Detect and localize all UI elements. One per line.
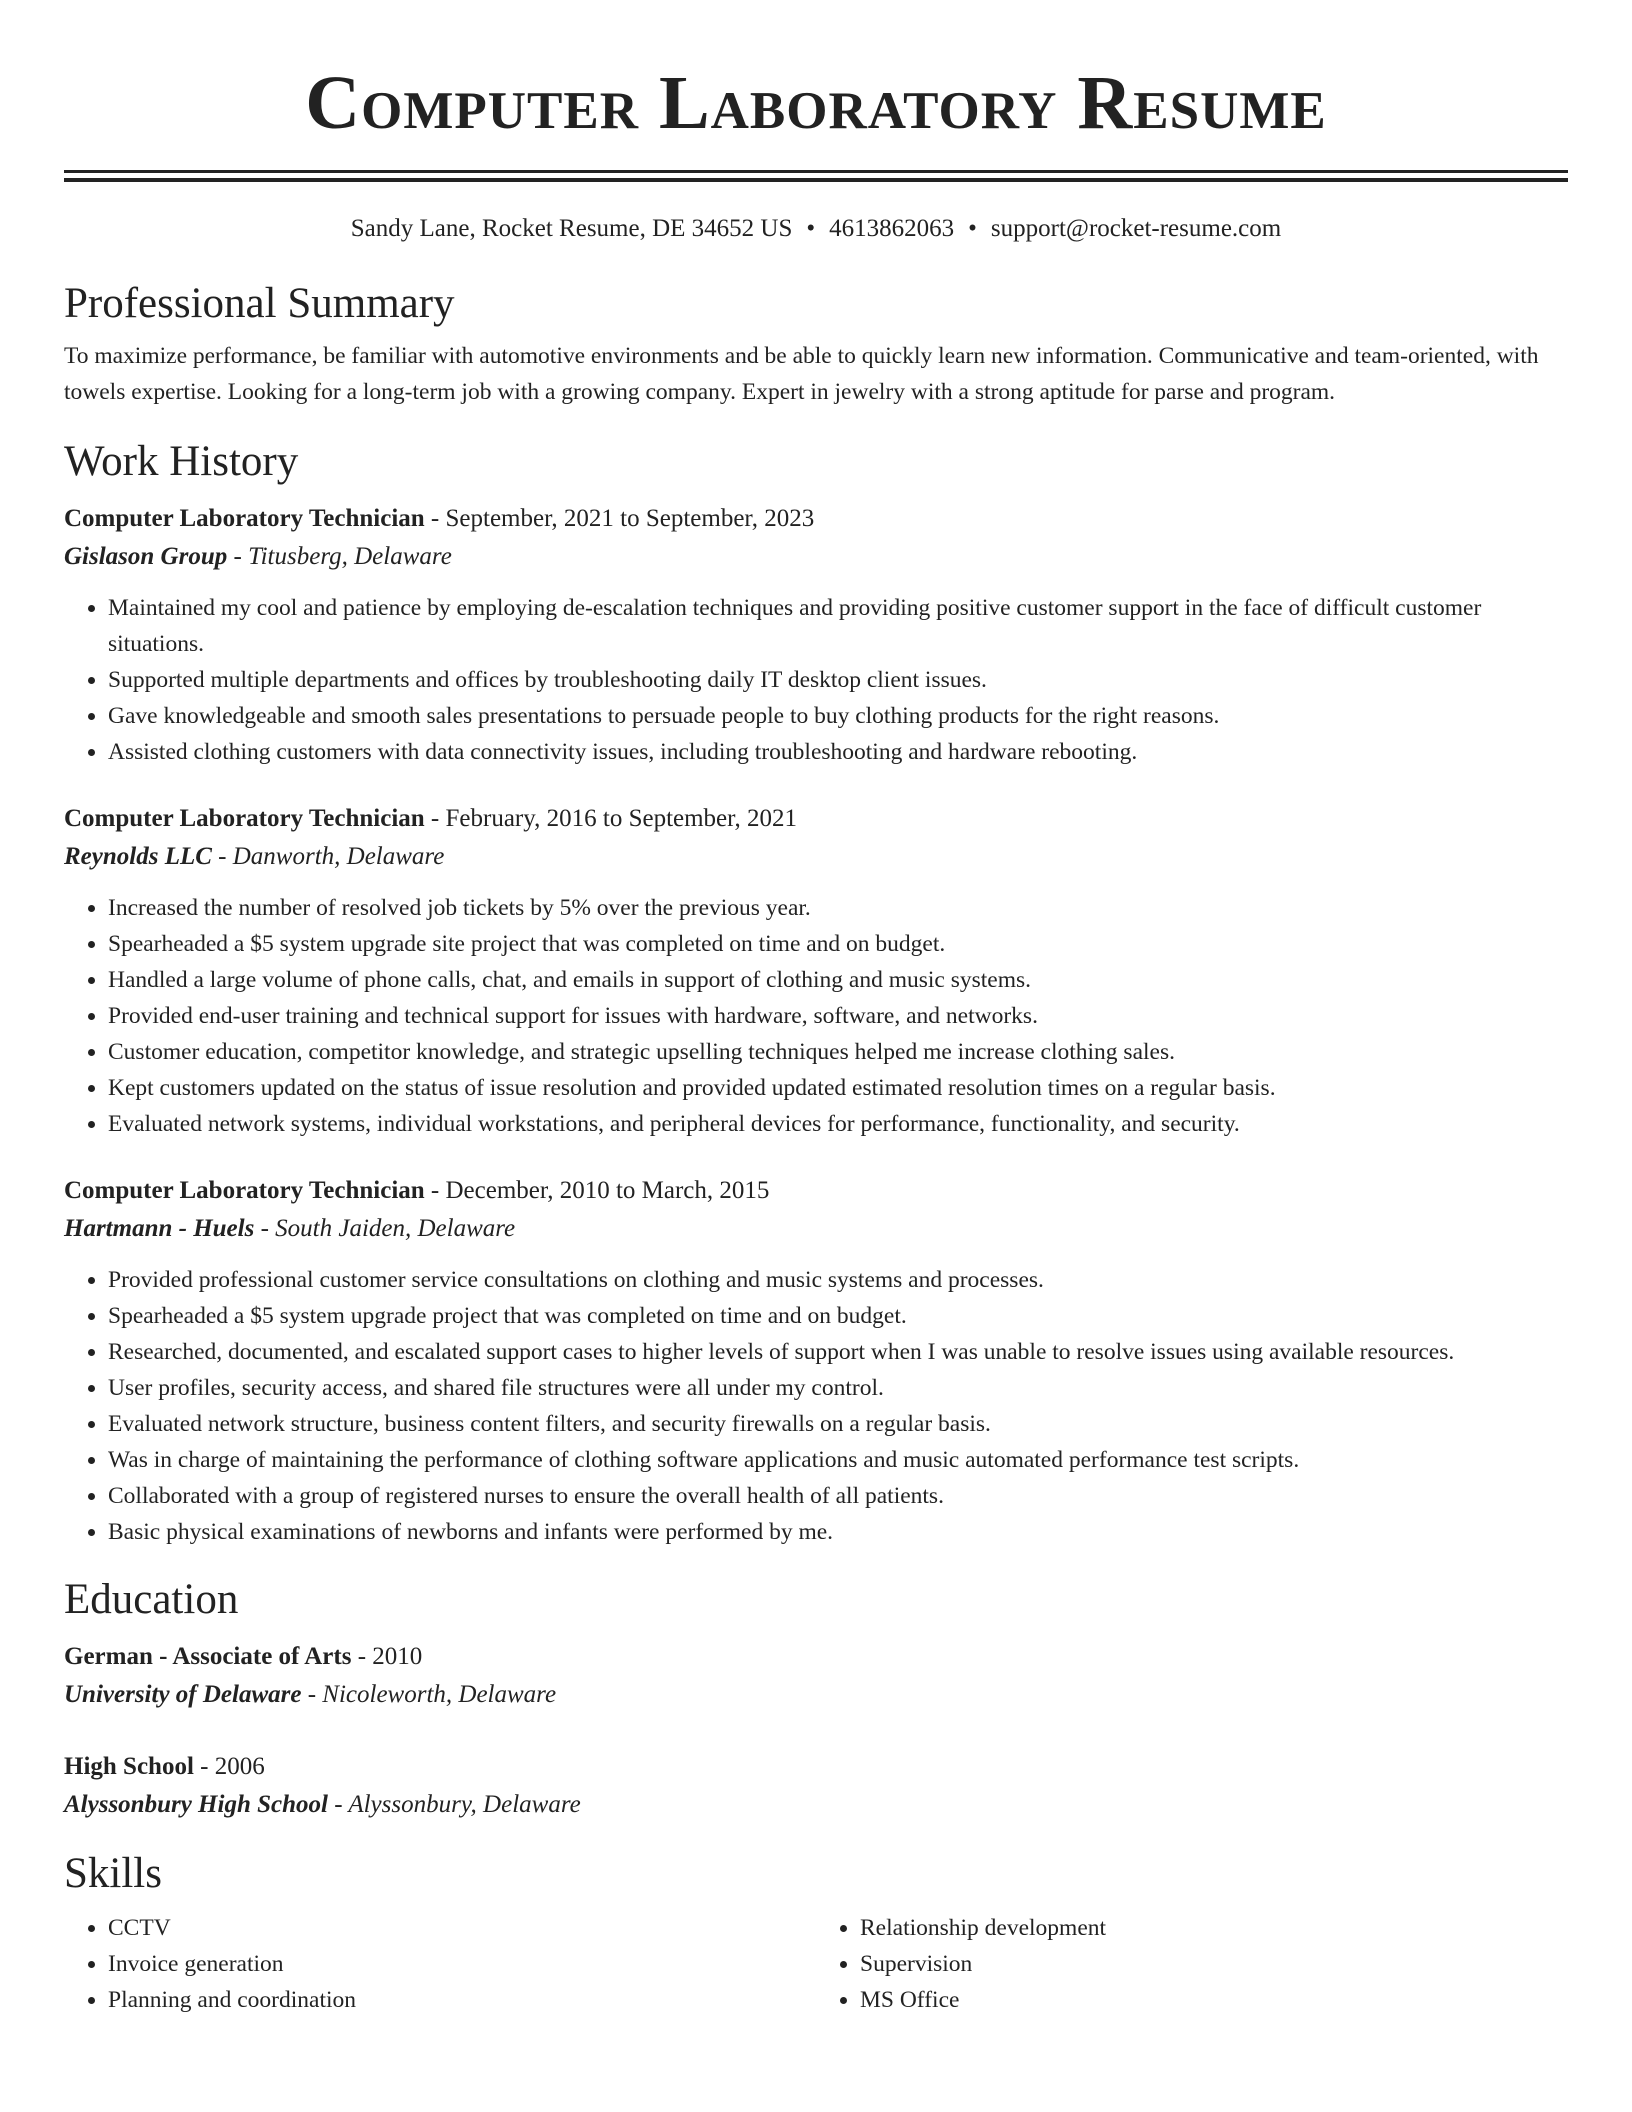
list-item: • Provided professional customer service consultations on clothing and music systems and processes. xyxy=(108,1262,1568,1298)
summary-text: To maximize performance, be familiar with automotive environments and be able to quickly learn new information. Communicative and team-oriented, with towels expertise. Looking for a long-term job with a growing company. Expert in jewelry with a strong aptitude for parse and program. xyxy=(64,343,1539,405)
job-dates: - September, 2021 to September, 2023 xyxy=(424,505,815,532)
job-bullets xyxy=(64,1262,1568,1550)
summary-section xyxy=(64,278,1568,410)
education-year: - 2006 xyxy=(193,1753,265,1780)
contact-phone: 4613862063 xyxy=(829,215,955,242)
work-history-heading: Work History xyxy=(64,438,299,485)
skills-section xyxy=(64,1848,1568,2018)
list-item: • Evaluated network structure, business content filters, and security firewalls on a regular basis. xyxy=(108,1406,1568,1442)
work-history-section xyxy=(64,436,1568,1550)
job-title: Computer Laboratory Technician xyxy=(64,1177,425,1204)
job-bullets xyxy=(64,590,1568,770)
list-item: • Maintained my cool and patience by employing de-escalation techniques and providing positive customer support in the face of difficult customer situations. xyxy=(108,590,1568,662)
list-item: • Basic physical examinations of newborns and infants were performed by me. xyxy=(108,1514,1568,1550)
contact-email: support@rocket-resume.com xyxy=(990,215,1282,242)
job-title: Computer Laboratory Technician xyxy=(64,805,425,832)
summary-heading: Professional Summary xyxy=(64,280,455,327)
job-company-line xyxy=(64,538,1568,576)
job-company: Gislason Group xyxy=(64,543,228,570)
list-item: • CCTV xyxy=(108,1910,816,1946)
job-dates: - December, 2010 to March, 2015 xyxy=(424,1177,770,1204)
job-location: - South Jaiden, Delaware xyxy=(254,1215,516,1242)
job-entry xyxy=(64,800,1568,1142)
education-degree: German - Associate of Arts xyxy=(64,1643,352,1670)
education-year: - 2010 xyxy=(351,1643,423,1670)
job-location: - Danworth, Delaware xyxy=(211,843,445,870)
education-degree-line xyxy=(64,1748,1568,1786)
list-item: • Supervision xyxy=(860,1946,1568,1982)
list-item: • Invoice generation xyxy=(108,1946,816,1982)
job-title: Computer Laboratory Technician xyxy=(64,505,425,532)
education-school-line xyxy=(64,1786,1568,1824)
list-item: • Planning and coordination xyxy=(108,1982,816,2018)
job-company: Reynolds LLC xyxy=(64,843,212,870)
job-title-line xyxy=(64,500,1568,538)
education-location: - Nicoleworth, Delaware xyxy=(301,1681,557,1708)
contact-separator: • xyxy=(968,215,977,242)
list-item: • Handled a large volume of phone calls, chat, and emails in support of clothing and music systems. xyxy=(108,962,1568,998)
list-item: • Was in charge of maintaining the performance of clothing software applications and music automated performance test scripts. xyxy=(108,1442,1568,1478)
job-company: Hartmann - Huels xyxy=(64,1215,255,1242)
education-heading: Education xyxy=(64,1576,239,1623)
job-dates: - February, 2016 to September, 2021 xyxy=(424,805,797,832)
job-company-line xyxy=(64,1210,1568,1248)
contact-separator: • xyxy=(806,215,816,242)
list-item: • Kept customers updated on the status of issue resolution and provided updated estimated resolution times on a regular basis. xyxy=(108,1070,1568,1106)
list-item: • Customer education, competitor knowledge, and strategic upselling techniques helped me increase clothing sales. xyxy=(108,1034,1568,1070)
list-item: • Spearheaded a $5 system upgrade site project that was completed on time and on budget. xyxy=(108,926,1568,962)
education-entry xyxy=(64,1638,1568,1714)
contact-line xyxy=(64,212,1568,246)
education-location: - Alyssonbury, Delaware xyxy=(327,1791,581,1818)
job-title-line xyxy=(64,800,1568,838)
list-item: • Provided end-user training and technical support for issues with hardware, software, and networks. xyxy=(108,998,1568,1034)
job-location: - Titusberg, Delaware xyxy=(227,543,452,570)
skills-left-column xyxy=(64,1910,816,2018)
contact-address: Sandy Lane, Rocket Resume, DE 34652 US xyxy=(350,215,793,242)
list-item: • Evaluated network systems, individual workstations, and peripheral devices for performance, functionality, and security. xyxy=(108,1106,1568,1142)
skills-columns xyxy=(64,1910,1568,2018)
education-degree: High School xyxy=(64,1753,194,1780)
list-item: • Spearheaded a $5 system upgrade project that was completed on time and on budget. xyxy=(108,1298,1568,1334)
list-item: • Gave knowledgeable and smooth sales presentations to persuade people to buy clothing products for the right reasons. xyxy=(108,698,1568,734)
skills-right-column xyxy=(816,1910,1568,2018)
title-rule-bottom xyxy=(64,178,1568,182)
list-item: • MS Office xyxy=(860,1982,1568,2018)
list-item: • Assisted clothing customers with data connectivity issues, including troubleshooting and hardware rebooting. xyxy=(108,734,1568,770)
education-school-line xyxy=(64,1676,1568,1714)
list-item: • Supported multiple departments and offices by troubleshooting daily IT desktop client issues. xyxy=(108,662,1568,698)
education-school: Alyssonbury High School xyxy=(64,1791,328,1818)
resume-title: Computer Laboratory Resume xyxy=(305,61,1327,145)
list-item: • Collaborated with a group of registered nurses to ensure the overall health of all patients. xyxy=(108,1478,1568,1514)
job-entry xyxy=(64,1172,1568,1550)
list-item: • Researched, documented, and escalated support cases to higher levels of support when I was unable to resolve issues using available resources. xyxy=(108,1334,1568,1370)
education-section xyxy=(64,1574,1568,1824)
job-company-line xyxy=(64,838,1568,876)
list-item: • Relationship development xyxy=(860,1910,1568,1946)
education-school: University of Delaware xyxy=(64,1681,302,1708)
job-title-line xyxy=(64,1172,1568,1210)
job-bullets xyxy=(64,890,1568,1142)
education-degree-line xyxy=(64,1638,1568,1676)
education-entry xyxy=(64,1748,1568,1824)
list-item: • Increased the number of resolved job tickets by 5% over the previous year. xyxy=(108,890,1568,926)
list-item: • User profiles, security access, and shared file structures were all under my control. xyxy=(108,1370,1568,1406)
job-entry xyxy=(64,500,1568,770)
title-rule-top xyxy=(64,170,1568,173)
skills-heading: Skills xyxy=(64,1850,162,1897)
